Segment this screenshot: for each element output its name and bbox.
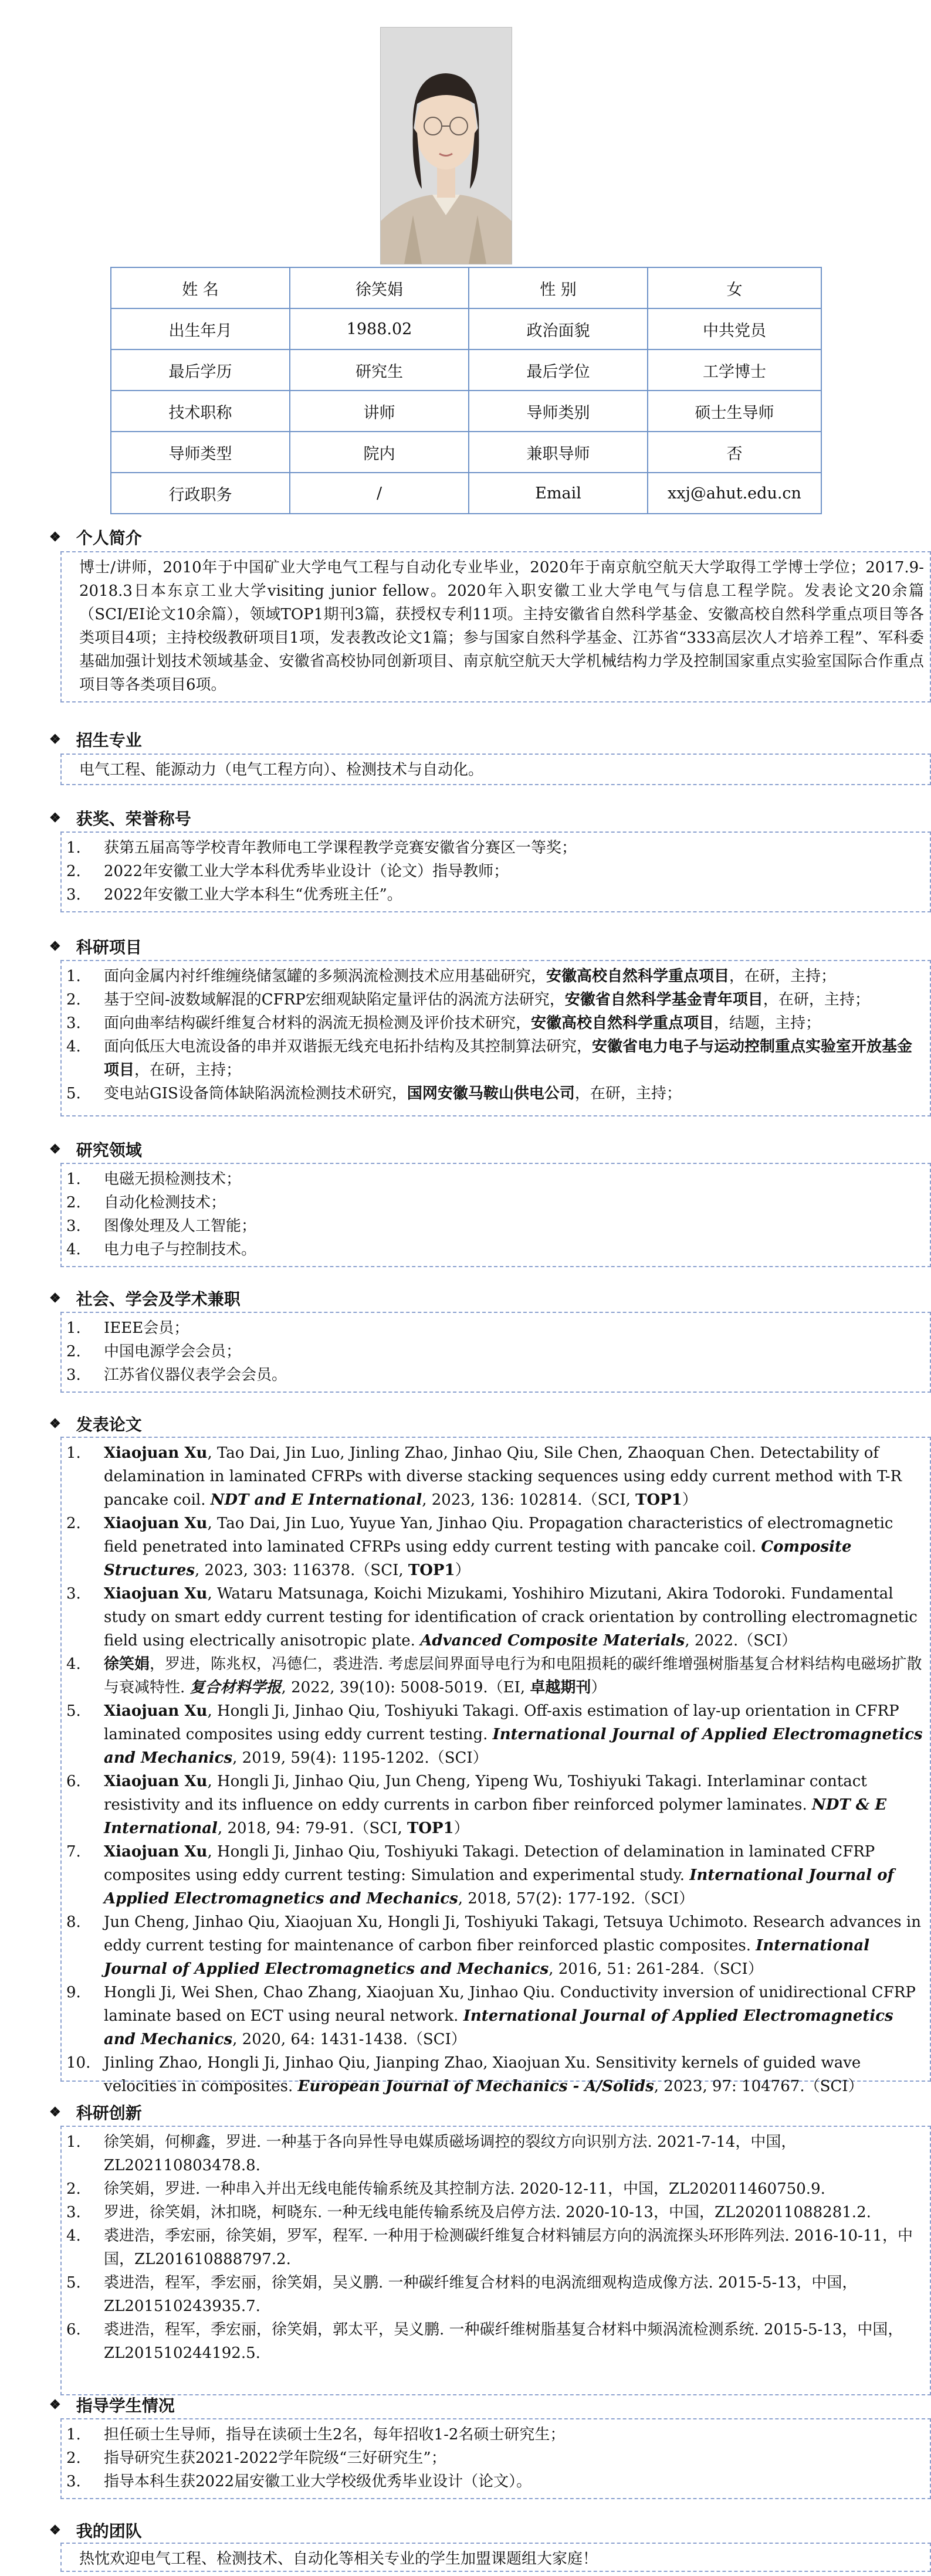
section-title-projects: ❖ 科研项目 [49,938,142,957]
list-item: 2. 徐笑娟，罗进. 一种串入并出无线电能传输系统及其控制方法. 2020-12-11，中国，ZL202011460750.9. [66,2180,825,2198]
team-box [60,2543,931,2572]
field-label: 行政职务 [111,473,290,514]
field-value: 工学博士 [648,349,821,391]
table-row [111,391,821,432]
diamond-icon: ❖ [49,2397,61,2412]
diamond-icon: ❖ [49,939,61,954]
section-title-team: ❖ 我的团队 [49,2521,142,2541]
section-title-intro: ❖ 个人简介 [49,528,142,548]
field-label: 导师类别 [469,391,648,432]
awards-box [60,831,931,912]
list-item: 3. 江苏省仪器仪表学会会员。 [66,1366,287,1384]
major-box [60,754,931,785]
list-item: 5. 变电站GIS设备筒体缺陷涡流检测技术研究，国网安徽马鞍山供电公司，在研，主持； [66,1085,682,1102]
list-item: 1. 面向金属内衬纤维缠绕储氢罐的多频涡流检测技术应用基础研究，安徽高校自然科学重点项目，在研，主持； [66,968,837,985]
list-item: 2. 基于空间-波数域解混的CFRP宏细观缺陷定量评估的涡流方法研究，安徽省自然科学基金青年项目，在研，主持； [66,991,870,1009]
list-item: 1. IEEE会员； [66,1319,189,1337]
diamond-icon: ❖ [49,1416,61,1431]
list-item: 3. 2022年安徽工业大学本科生“优秀班主任”。 [66,886,402,904]
table-row [111,267,821,308]
field-value: 研究生 [290,349,469,391]
field-value: 硕士生导师 [648,391,821,432]
list-item: 1. Xiaojuan Xu, Tao Dai, Jin Luo, Jinling Zhao, Jinhao Qiu, Sile Chen, Zhaoquan Chen. Detectability of delamination in laminated CFRPs with diverse stacking sequences using eddy current method with T-R pancake coil. NDT and E International, 2023, 136: 102814.（SCI, TOP1） [66,1444,902,1509]
list-item: 4. 裘进浩，季宏丽，徐笑娟，罗军，程军. 一种用于检测碳纤维复合材料铺层方向的涡流探头环形阵列法. 2016-10-11，中国，ZL201610888797.2. [66,2227,913,2268]
list-item: 8. Jun Cheng, Jinhao Qiu, Xiaojuan Xu, Hongli Ji, Toshiyuki Takagi, Tetsuya Uchimoto. Research advances in eddy current testing for maintenance of carbon fiber reinforced plastic composites. International Journal of Applied Electromagnetics and Mechanics, 2016, 51: 261-284.（SCI） [66,1913,921,1978]
table-row [111,432,821,473]
table-row [111,473,821,514]
list-item: 6. 裘进浩，程军，季宏丽，徐笑娟，郭太平，吴义鹏. 一种碳纤维树脂基复合材料中频涡流检测系统. 2015-5-13，中国，ZL201510244192.5. [66,2321,903,2362]
field-label: 导师类型 [111,432,290,473]
section-title-fields: ❖ 研究领域 [49,1141,142,1160]
students-box [60,2418,931,2499]
major-text: 电气工程、能源动力（电气工程方向）、检测技术与自动化。 [79,761,484,779]
list-item: 4. 面向低压大电流设备的串并双谐振无线充电拓扑结构及其控制算法研究，安徽省电力电子与运动控制重点实验室开放基金项目，在研，主持； [66,1038,913,1079]
diamond-icon: ❖ [49,1291,61,1306]
projects-box [60,960,931,1116]
diamond-icon: ❖ [49,530,61,545]
section-title-memberships: ❖ 社会、学会及学术兼职 [49,1289,241,1309]
list-item: 1. 徐笑娟，何柳鑫，罗进. 一种基于各向异性导电媒质磁场调控的裂纹方向识别方法. 2021-7-14，中国，ZL202110803478.8. [66,2133,797,2174]
fields-box [60,1163,931,1267]
intro-box [60,551,931,702]
diamond-icon: ❖ [49,2105,61,2120]
profile-photo [380,27,512,264]
list-item: 4. 电力电子与控制技术。 [66,1241,257,1258]
profile-table [110,267,822,514]
field-value: 1988.02 [290,308,469,349]
diamond-icon: ❖ [49,732,61,747]
field-label: 性 别 [469,267,648,308]
diamond-icon: ❖ [49,810,61,826]
list-item: 10. Jinling Zhao, Hongli Ji, Jinhao Qiu, Jianping Zhao, Xiaojuan Xu. Sensitivity kernels of guided wave velocities in composites. European Journal of Mechanics - A/Solids, 2023, 97: 104767.（SCI） [66,2054,864,2095]
field-label: 最后学历 [111,349,290,391]
field-value: 中共党员 [648,308,821,349]
field-value: 徐笑娟 [290,267,469,308]
field-label: 政治面貌 [469,308,648,349]
field-value: 女 [648,267,821,308]
table-row [111,349,821,391]
list-item: 1. 获第五届高等学校青年教师电工学课程教学竞赛安徽省分赛区一等奖； [66,839,577,857]
field-label: 最后学位 [469,349,648,391]
section-title-major: ❖ 招生专业 [49,731,142,750]
table-row [111,308,821,349]
diamond-icon: ❖ [49,1142,61,1157]
section-title-awards: ❖ 获奖、荣誉称号 [49,809,191,829]
list-item: 3. 图像处理及人工智能； [66,1217,257,1235]
patents-box [60,2126,931,2395]
list-item: 2. 2022年安徽工业大学本科优秀毕业设计（论文）指导教师； [66,863,509,880]
list-item: 2. Xiaojuan Xu, Tao Dai, Jin Luo, Yuyue Yan, Jinhao Qiu. Propagation characteristics of electromagnetic field penetrated into laminated CFRPs using eddy current testing with pancake coil. Composite Structures, 2023, 303: 116378.（SCI, TOP1） [66,1515,893,1579]
papers-box [60,1437,931,2095]
list-item: 5. 裘进浩，程军，季宏丽，徐笑娟，吴义鹏. 一种碳纤维复合材料的电涡流细观构造成像方法. 2015-5-13，中国，ZL201510243935.7. [66,2274,858,2315]
section-title-papers: ❖ 发表论文 [49,1415,142,1434]
list-item: 4. 徐笑娟，罗进，陈兆权，冯德仁，裘进浩. 考虑层间界面导电行为和电阻损耗的碳纤维增强树脂基复合材料结构电磁场扩散与衰减特性. 复合材料学报, 2022, 39(10): 5008-5019.（EI, 卓越期刊） [66,1655,922,1696]
list-item: 2. 中国电源学会会员； [66,1343,242,1360]
diamond-icon: ❖ [49,2523,61,2538]
section-title-patents: ❖ 科研创新 [49,2103,142,2123]
list-item: 5. Xiaojuan Xu, Hongli Ji, Jinhao Qiu, Toshiyuki Takagi. Off-axis estimation of lay-up orientation in CFRP laminated composites using eddy current testing. International Journal of Applied Electromagnetics and Mechanics, 2019, 59(4): 1195-1202.（SCI） [66,1702,923,1767]
memberships-box [60,1312,931,1393]
field-value: 否 [648,432,821,473]
list-item: 1. 电磁无损检测技术； [66,1170,242,1188]
section-title-students: ❖ 指导学生情况 [49,2396,175,2415]
intro-text: 博士/讲师，2010年于中国矿业大学电气工程与自动化专业毕业，2020年于南京航空航天大学取得工学博士学位；2017.9-2018.3日本东京工业大学visiting junior fellow。2020年入职安徽工业大学电气与信息工程学院。发表论文20余篇（SCI/EI论文10余篇），领域TOP1期刊3篇，获授权专利11项。主持安徽省自然科学基金、安徽高校自然科学重点项目等各类项目4项；主持校级教研项目1项，发表教改论文1篇；参与国家自然科学基金、江苏省“333高层次人才培养工程”、军科委基础加强计划技术领域基金、安徽省高校协同创新项目、南京航空航天大学机械结构力学及控制国家重点实验室国际合作重点项目等各类项目6项。 [79,559,924,694]
field-label: 技术职称 [111,391,290,432]
list-item: 6. Xiaojuan Xu, Hongli Ji, Jinhao Qiu, Jun Cheng, Yipeng Wu, Toshiyuki Takagi. Interlaminar contact resistivity and its influence on eddy currents in carbon fiber reinforced polymer laminates. NDT & E International, 2018, 94: 79-91.（SCI, TOP1） [66,1773,887,1837]
email-link[interactable]: xxj@ahut.edu.cn [648,473,821,514]
list-item: 3. Xiaojuan Xu, Wataru Matsunaga, Koichi Mizukami, Yoshihiro Mizutani, Akira Todoroki. Fundamental study on smart eddy current testing for identification of crack orientation by controlling electromagnetic field using electrically anisotropic plate. Advanced Composite Materials, 2022.（SCI） [66,1585,918,1650]
team-text: 热忱欢迎电气工程、检测技术、自动化等相关专业的学生加盟课题组大家庭！ [79,2550,598,2568]
field-label: 姓 名 [111,267,290,308]
field-value: / [290,473,469,514]
list-item: 2. 指导研究生获2021-2022学年院级“三好研究生”； [66,2449,446,2467]
field-value: 讲师 [290,391,469,432]
field-value: 院内 [290,432,469,473]
list-item: 1. 担任硕士生导师，指导在读硕士生2名，每年招收1-2名硕士研究生； [66,2426,566,2443]
field-label: Email [469,473,648,514]
list-item: 7. Xiaojuan Xu, Hongli Ji, Jinhao Qiu, Toshiyuki Takagi. Detection of delamination in laminated CFRP composites using eddy current testing: Simulation and experimental study. International Journal of Applied Electromagnetics and Mechanics, 2018, 57(2): 177-192.（SCI） [66,1843,894,1908]
field-label: 兼职导师 [469,432,648,473]
field-label: 出生年月 [111,308,290,349]
list-item: 2. 自动化检测技术； [66,1194,226,1211]
list-item: 3. 罗进，徐笑娟，沐扣晓，柯晓东. 一种无线电能传输系统及启停方法. 2020-10-13，中国，ZL202011088281.2. [66,2204,871,2221]
list-item: 3. 面向曲率结构碳纤维复合材料的涡流无损检测及评价技术研究，安徽高校自然科学重点项目，结题，主持； [66,1014,821,1032]
list-item: 3. 指导本科生获2022届安徽工业大学校级优秀毕业设计（论文）。 [66,2473,532,2490]
list-item: 9. Hongli Ji, Wei Shen, Chao Zhang, Xiaojuan Xu, Jinhao Qiu. Conductivity inversion of unidirectional CFRP laminate based on ECT using neural network. International Journal of Applied Electromagnetics and Mechanics, 2020, 64: 1431-1438.（SCI） [66,1984,916,2048]
